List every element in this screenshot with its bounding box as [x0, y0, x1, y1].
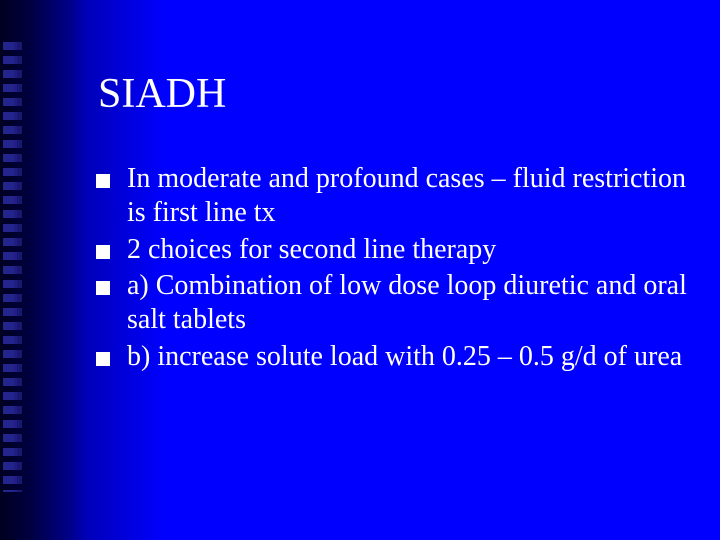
- decorative-squares-column-2: [14, 42, 22, 492]
- square-bullet-icon: [96, 281, 110, 295]
- square-bullet-icon: [96, 174, 110, 188]
- square-bullet-icon: [96, 245, 110, 259]
- bullet-text: a) Combination of low dose loop diuretic and oral salt tablets: [127, 270, 687, 335]
- bullet-text: In moderate and profound cases – fluid restriction is first line tx: [127, 163, 687, 228]
- bullet-text: 2 choices for second line therapy: [127, 233, 497, 265]
- square-bullet-icon: [96, 352, 110, 366]
- bullet-item: [96, 233, 708, 267]
- bullet-item: [96, 269, 708, 337]
- bullet-item: [96, 162, 708, 230]
- bullet-list: [96, 162, 708, 376]
- bullet-item: [96, 340, 708, 374]
- slide-title: SIADH: [98, 71, 227, 117]
- bullet-text: b) increase solute load with 0.25 – 0.5 g/d of urea: [127, 340, 683, 372]
